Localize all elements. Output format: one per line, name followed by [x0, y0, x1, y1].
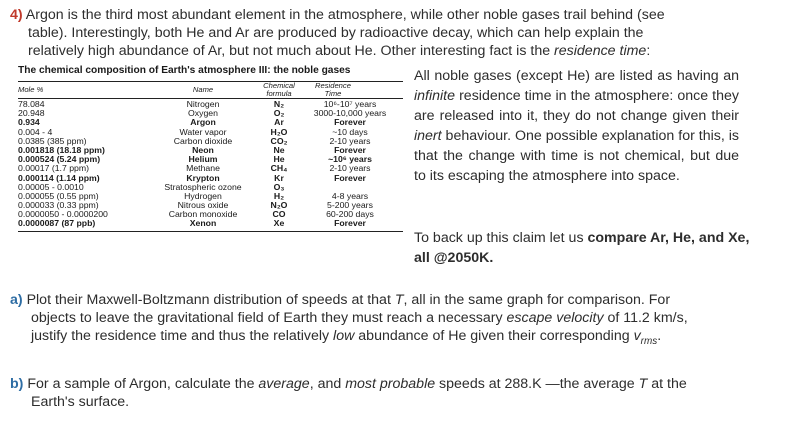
table-cell-mole: 0.0385 (385 ppm)	[18, 135, 87, 146]
table-cell-formula: Kr	[274, 172, 284, 183]
table-cell-formula: H₂O	[270, 126, 288, 137]
part-b-t3: speeds at 288.K —the average	[435, 376, 639, 392]
side-paragraph-2	[414, 228, 754, 268]
table-cell-formula: Ne	[273, 144, 285, 155]
part-a-l2a: objects to leave the gravitational field of Earth they must reach a necessary	[31, 310, 507, 326]
part-a-vrms-v: v	[633, 328, 641, 344]
table-cell-res: ~10⁶ years	[328, 154, 372, 165]
table-cell-name: Argon	[190, 117, 216, 128]
table-cell-mole: 0.000114 (1.14 ppm)	[18, 172, 100, 183]
part-b-average: average	[258, 376, 310, 392]
table-cell-name: Krypton	[186, 172, 220, 183]
column-residence	[300, 100, 400, 229]
part-a-l3a: justify the residence time and thus the relatively	[31, 328, 334, 344]
side2-bold: compare Ar, He, and Xe, all @2050K.	[414, 230, 750, 266]
table-cell-res: 5-200 years	[327, 200, 373, 211]
intro-end: :	[646, 43, 651, 59]
table-cell-mole: 0.00005 - 0.0010	[18, 181, 84, 192]
part-a-escape: escape velocity	[506, 310, 604, 326]
table-title: The chemical composition of Earth's atmosphere III: the noble gases	[18, 65, 351, 76]
table-cell-formula: CO	[272, 209, 286, 220]
table-cell-res: 3000-10,000 years	[313, 108, 387, 119]
table-cell-name: Oxygen	[188, 108, 218, 119]
table-cell-mole: 0.00017 (1.7 ppm)	[18, 163, 89, 174]
atmosphere-table-figure	[18, 65, 403, 275]
side-text-c: behaviour. One possible explanation for this, is that the change with time is not chemical, but due to its escaping the atmosphere into space.	[414, 128, 739, 184]
part-a-label: a)	[10, 292, 23, 308]
table-cell-res: 10⁶-10⁷ years	[323, 99, 377, 109]
intro-line-3: relatively high abundance of Ar, but not much about He. Other interesting fact is the	[28, 43, 555, 59]
part-b-l2: Earth's surface.	[31, 394, 130, 410]
table-cell-name: Nitrous oxide	[177, 200, 229, 211]
table-cell-res: 2-10 years	[329, 163, 371, 174]
table-cell-res: 60-200 days	[326, 209, 374, 220]
question-number: 4)	[10, 7, 23, 23]
table-cell-name: Carbon dioxide	[173, 135, 233, 146]
header-name: Name	[192, 85, 214, 94]
column-mole	[18, 100, 148, 229]
part-a-t2: , all in the same graph for comparison. For	[403, 292, 671, 308]
table-cell-mole: 0.000524 (5.24 ppm)	[18, 154, 101, 165]
part-b-T: T	[638, 376, 648, 392]
part-b-t4: at the	[647, 376, 687, 392]
side2-text: To back up this claim let us	[414, 230, 588, 246]
part-b-t2: , and	[309, 376, 346, 392]
part-a-low: low	[333, 328, 355, 344]
table-cell-name: Neon	[192, 144, 214, 155]
table-cell-mole: 0.000055 (0.55 ppm)	[18, 190, 99, 201]
table-bottom-rule	[18, 231, 403, 232]
table-cell-res: Forever	[334, 144, 366, 155]
table-cell-res: Forever	[334, 218, 366, 229]
intro-italic: residence time	[554, 43, 647, 59]
atmosphere-table	[18, 80, 403, 275]
table-cell-formula: H₂	[273, 190, 285, 201]
table-cell-res: 4-8 years	[331, 190, 369, 201]
part-b-most-probable: most probable	[345, 376, 436, 392]
part-b	[10, 375, 780, 411]
table-cell-mole: 0.0000087 (87 ppb)	[18, 218, 96, 229]
table-cell-formula: CH₄	[270, 163, 288, 174]
intro-line-1: Argon is the third most abundant element in the atmosphere, while other noble gases trail behind (see	[25, 7, 665, 23]
table-cell-formula: Xe	[273, 218, 285, 229]
side-italic-infinite: infinite	[414, 88, 456, 104]
header-residence: Residence Time	[315, 81, 351, 98]
table-cell-res: ~10 days	[332, 126, 368, 137]
question-intro	[10, 6, 780, 60]
table-cell-formula: CO₂	[270, 135, 288, 146]
table-cell-formula: N₂O	[270, 200, 288, 211]
part-a-l3c: .	[657, 328, 662, 344]
header-formula: Chemical formula	[263, 81, 295, 98]
table-cell-name: Helium	[188, 154, 218, 165]
part-a-T: T	[394, 292, 404, 308]
table-cell-formula: Ar	[274, 117, 284, 128]
table-cell-mole: 0.934	[18, 117, 40, 128]
table-cell-name: Water vapor	[179, 126, 227, 137]
column-formula	[258, 100, 300, 229]
part-a-t1: Plot their Maxwell-Boltzmann distribution of speeds at that	[22, 292, 395, 308]
column-name	[148, 100, 258, 229]
table-cell-mole: 20.948	[18, 108, 45, 119]
part-a-l3b: abundance of He given their corresponding	[354, 328, 634, 344]
part-b-t1: For a sample of Argon, calculate the	[23, 376, 259, 392]
side-italic-inert: inert	[414, 128, 442, 144]
side-paragraph	[414, 66, 739, 186]
part-a	[10, 291, 780, 345]
side-text-b: residence time in the atmosphere: once they are released into it, they do not change given their	[414, 88, 739, 124]
table-cell-mole: 0.000033 (0.33 ppm)	[18, 200, 99, 211]
table-cell-res: Forever	[334, 117, 366, 128]
table-cell-name: Stratospheric ozone	[164, 181, 242, 192]
table-cell-mole: 78.084	[18, 99, 45, 109]
table-cell-formula: O₂	[273, 108, 285, 119]
table-cell-name: Methane	[186, 163, 220, 174]
table-cell-name: Hydrogen	[184, 190, 222, 201]
side-text-a: All noble gases (except He) are listed as having an	[414, 68, 739, 84]
table-cell-res: 2-10 years	[329, 135, 371, 146]
table-cell-res: Forever	[334, 172, 366, 183]
part-b-label: b)	[10, 376, 24, 392]
table-cell-name: Carbon monoxide	[168, 209, 238, 220]
header-mole: Mole %	[18, 85, 44, 94]
intro-line-2: table). Interestingly, both He and Ar are produced by radioactive decay, which can help explain the	[28, 25, 644, 41]
table-cell-formula: O₃	[273, 181, 285, 192]
table-cell-name: Xenon	[189, 218, 217, 229]
table-cell-mole: 0.0000050 - 0.0000200	[18, 209, 108, 220]
part-a-l2b: of 11.2 km/s,	[603, 310, 688, 326]
part-a-vrms-sub: rms	[640, 335, 658, 347]
table-cell-name: Nitrogen	[186, 99, 220, 109]
table-cell-formula: N₂	[273, 99, 285, 109]
table-cell-mole: 0.001818 (18.18 ppm)	[18, 144, 105, 155]
table-cell-formula: He	[273, 154, 285, 165]
table-cell-mole: 0.004 - 4	[18, 126, 53, 137]
